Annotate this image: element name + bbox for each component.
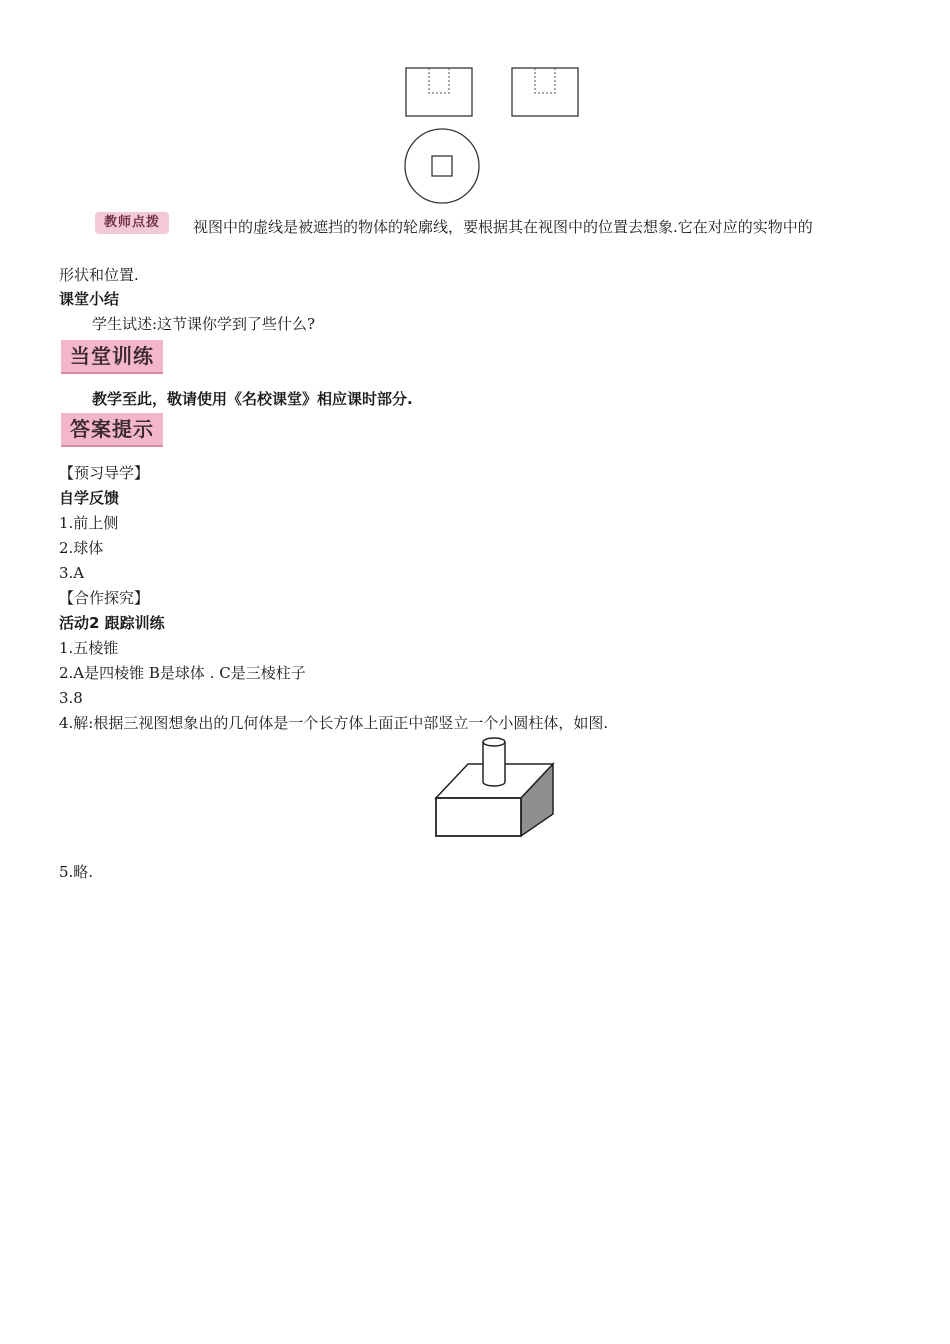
cuboid-with-cylinder-drawing [432, 736, 557, 840]
front-view [406, 68, 472, 116]
activity-heading: 活动2 跟踪训练 [59, 614, 165, 632]
list-item: 4.解:根据三视图想象出的几何体是一个长方体上面正中部竖立一个小圆柱体，如图. [59, 714, 609, 732]
three-view-drawing [400, 62, 585, 207]
summary-heading: 课堂小结 [59, 290, 120, 308]
teacher-tip-label: 教师点拨 [95, 212, 169, 234]
self-study-heading: 自学反馈 [59, 489, 120, 507]
list-item: 1.前上侧 [59, 514, 119, 532]
list-item: 1.五棱锥 [59, 639, 119, 657]
list-item: 3.A [59, 564, 85, 582]
training-instruction: 教学至此，敬请使用《名校课堂》相应课时部分. [92, 390, 413, 408]
top-view [405, 129, 479, 203]
coop-heading: 【合作探究】 [59, 589, 150, 607]
cylinder [483, 738, 505, 786]
training-banner: 当堂训练 [61, 340, 163, 374]
list-item: 3.8 [59, 689, 83, 707]
answers-banner: 答案提示 [61, 413, 163, 447]
preview-heading: 【预习导学】 [59, 464, 150, 482]
final-item: 5.略. [59, 863, 94, 881]
summary-prompt: 学生试述:这节课你学到了些什么? [92, 315, 316, 333]
side-view [512, 68, 578, 116]
list-item: 2.A是四棱锥 B是球体 . C是三棱柱子 [59, 664, 306, 682]
teacher-tip-text-continued: 形状和位置. [59, 266, 139, 284]
list-item: 2.球体 [59, 539, 104, 557]
teacher-tip-text: 视图中的虚线是被遮挡的物体的轮廓线，要根据其在视图中的位置去想象.它在对应的实物中的 [193, 218, 813, 236]
